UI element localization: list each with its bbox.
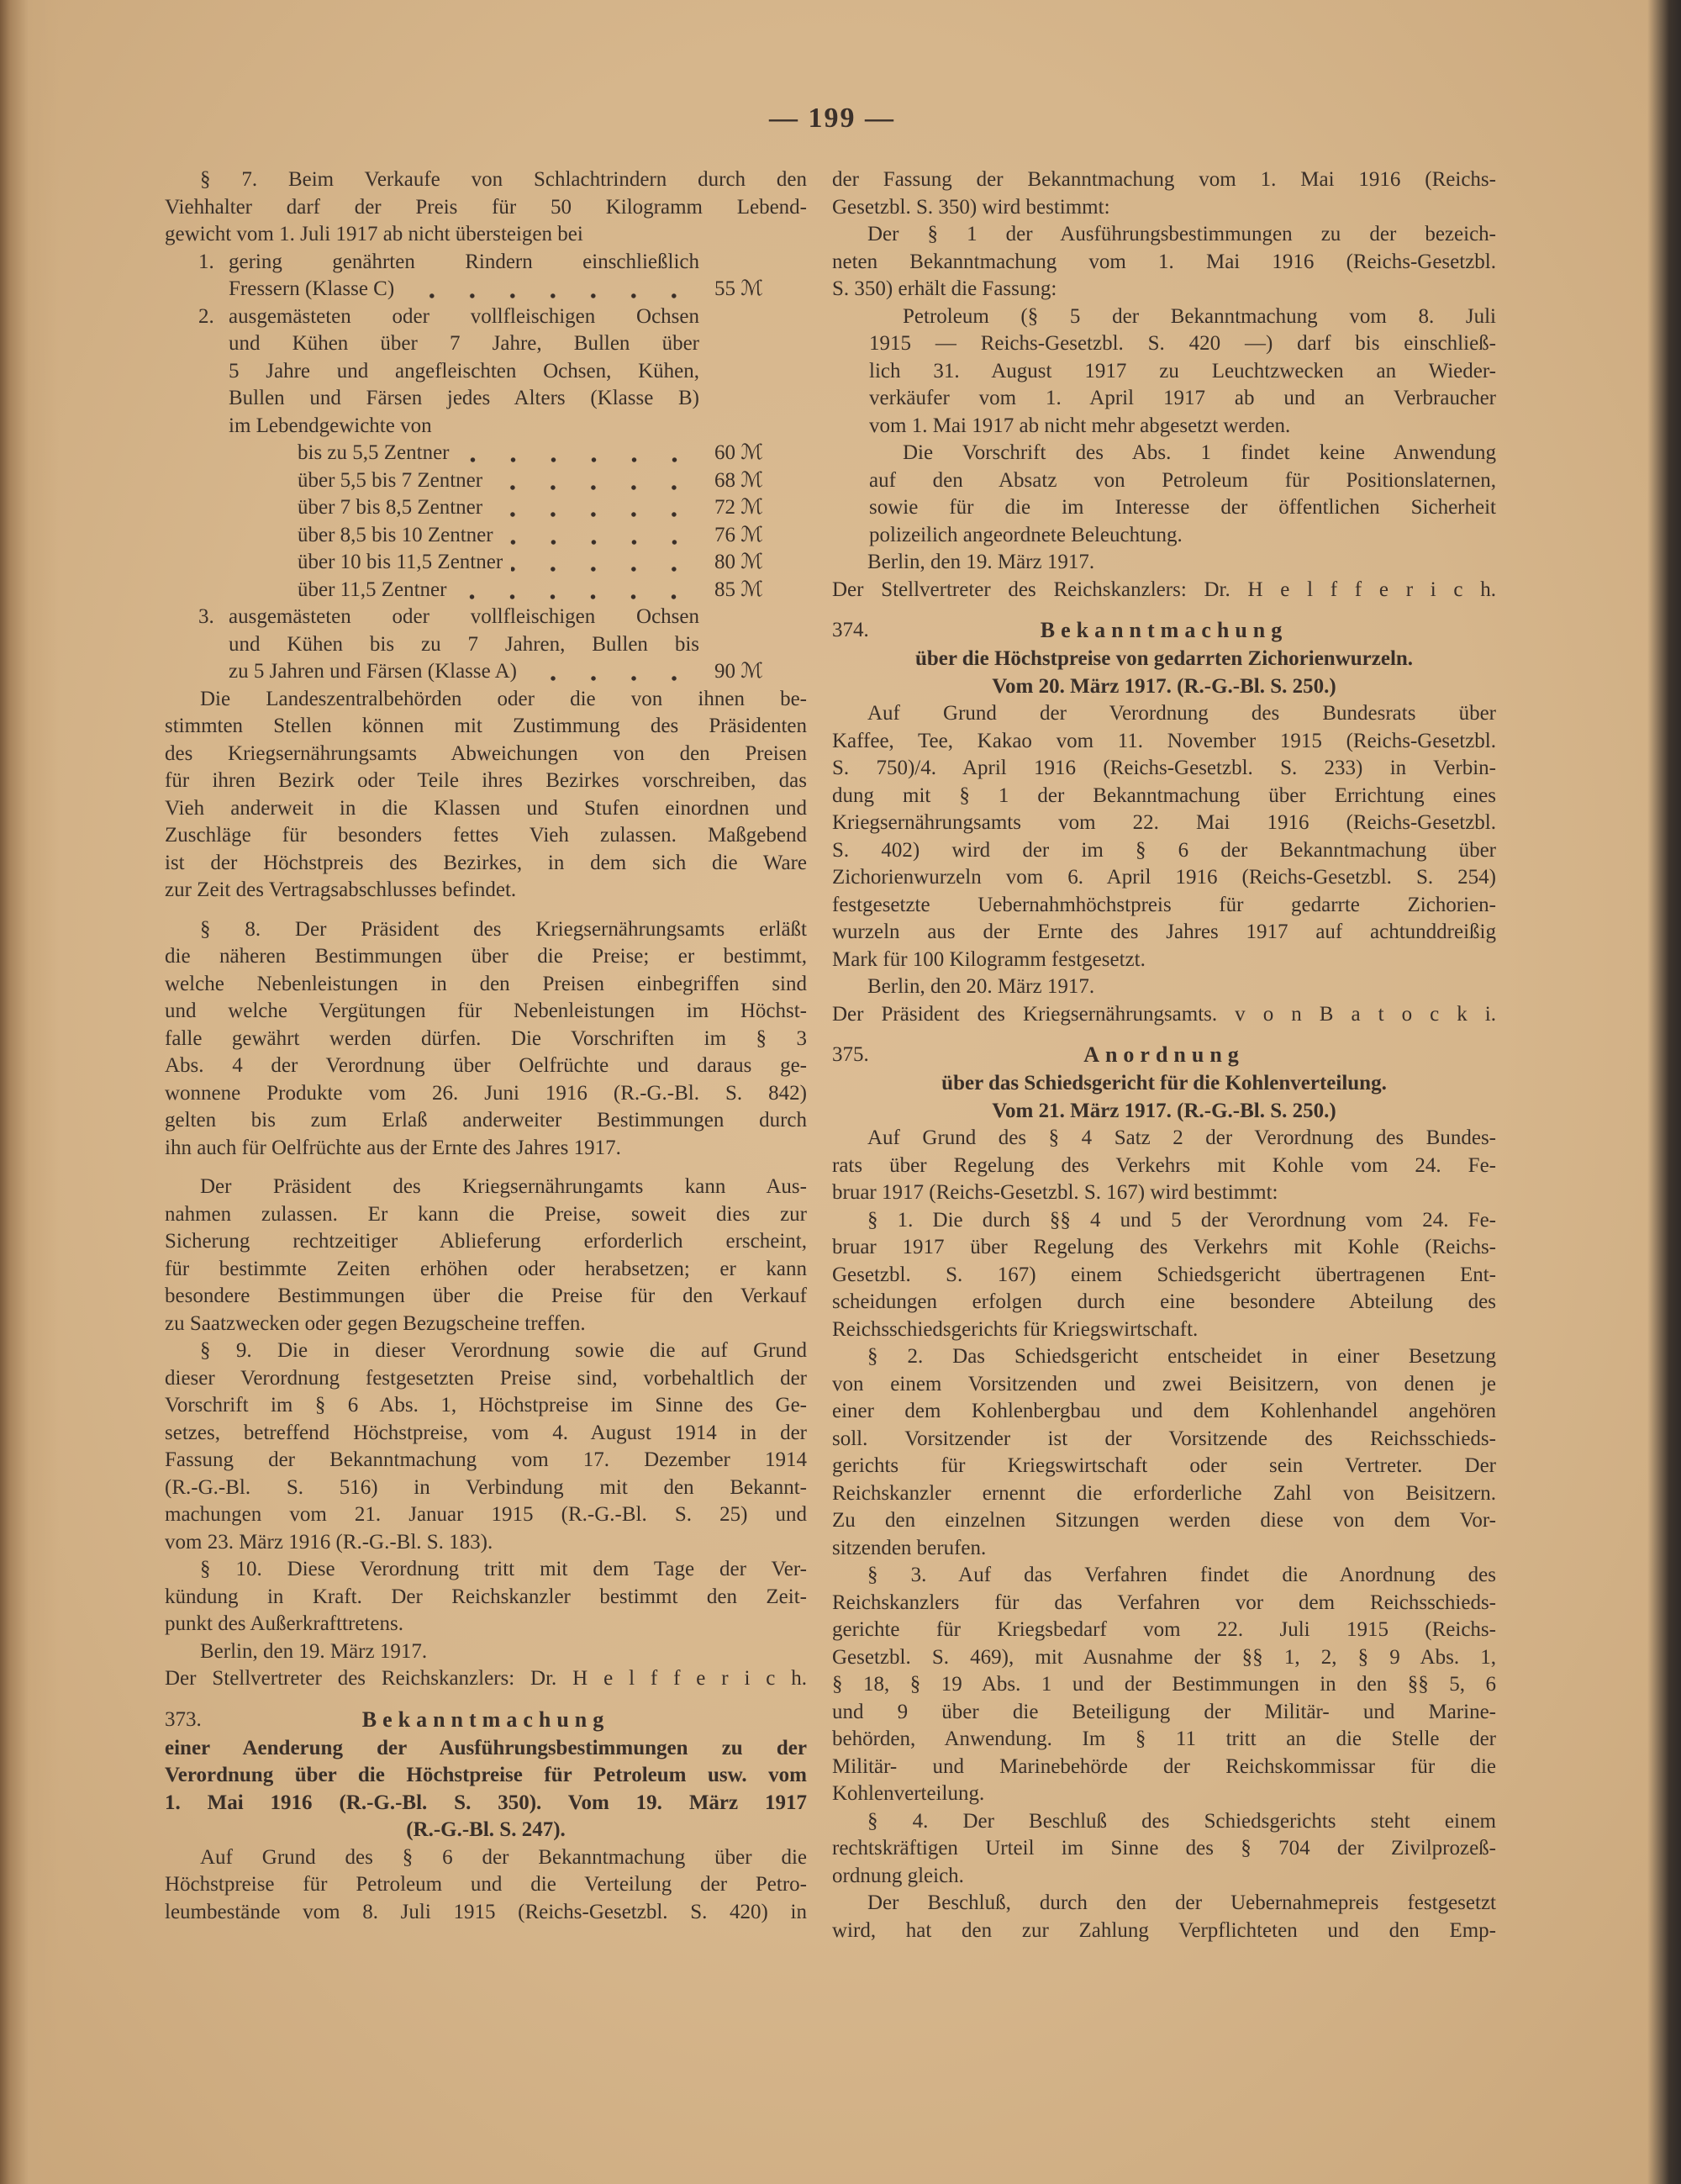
text-line: § 1. Die durch §§ 4 und 5 der Verordnung vom 24. Fe- (867, 1208, 1496, 1232)
price-value: 60 ℳ (714, 441, 763, 464)
text-line: S. 750)/4. April 1916 (Reichs-Gesetzbl. S. 233) in Verbin- (832, 757, 1496, 779)
text-line: Reichskanzler ernennt die erforderliche Zahl von Beisitzern. (832, 1481, 1496, 1505)
text-line: ausgemästeten oder vollfleischigen Ochsen (229, 304, 699, 328)
para-block (832, 1562, 1496, 1808)
quote-block (832, 440, 1496, 549)
text-line: bruar 1917 über Regelung des Verkehrs mit Kohle (Reichs- (832, 1236, 1496, 1258)
text-line: soll. Vorsitzender ist der Vorsitzende des Reichsschieds- (832, 1427, 1496, 1450)
text-line: § 7. Beim Verkaufe von Schlachtrindern durch den (200, 168, 807, 191)
text-line: Vom 20. März 1917. (R.-G.-Bl. S. 250.) (992, 674, 1336, 698)
text-line: gewicht vom 1. Juli 1917 ab nicht übersteigen bei (165, 223, 583, 245)
signature-block (832, 577, 1496, 604)
text-line: Die Vorschrift des Abs. 1 findet keine Anwendung (903, 441, 1496, 464)
text-line: S. 402) wird der im § 6 der Bekanntmachung über (832, 838, 1496, 862)
price-value: 55 ℳ (714, 277, 763, 300)
price-label: Fressern (Klasse C) (229, 277, 395, 300)
price-row (298, 440, 763, 467)
section-title: Anordnung (1083, 1042, 1245, 1067)
price-label: über 10 bis 11,5 Zentner (298, 551, 503, 573)
text-line: § 10. Diese Verordnung tritt mit dem Tage der Ver- (200, 1558, 807, 1580)
item-number: 2. (198, 304, 214, 328)
text-line: Kriegsernährungsamts vom 22. Mai 1916 (Reichs-Gesetzbl. (832, 811, 1496, 834)
text-line: im Lebendgewichte von (229, 414, 432, 437)
text-line: Zichorienwurzeln vom 6. April 1916 (Reichs-Gesetzbl. S. 254) (832, 866, 1496, 889)
text-line: Gesetzbl. S. 469), mit Ausnahme der §§ 1, 2, § 9 Abs. 1, (832, 1645, 1496, 1669)
text-line: ist der Höchstpreis des Bezirkes, in dem sich die Ware (165, 851, 807, 874)
para-block (832, 1343, 1496, 1562)
text-line: lich 31. August 1917 zu Leuchtzwecken an Wieder- (869, 359, 1496, 382)
text-line: vom 1. Mai 1917 ab nicht mehr abgesetzt werden. (869, 414, 1291, 437)
section-number: 375. (832, 1043, 869, 1066)
text-line: Gesetzbl. S. 350) wird bestimmt: (832, 195, 1110, 219)
item-number: 1. (198, 250, 214, 273)
text-line: Vieh anderweit in die Klassen und Stufen einordnen und (165, 796, 807, 820)
text-line: Der § 1 der Ausführungsbestimmungen zu der bezeich- (867, 223, 1496, 245)
text-line: kündung in Kraft. Der Reichskanzler bestimmt den Zeit- (165, 1585, 807, 1608)
text-line: Vom 21. März 1917. (R.-G.-Bl. S. 250.) (992, 1099, 1336, 1122)
text-line: § 2. Das Schiedsgericht entscheidet in einer Besetzung (867, 1345, 1496, 1368)
text-line: 1. Mai 1916 (R.-G.-Bl. S. 350). Vom 19. März 1917 (165, 1791, 807, 1814)
text-line: von einem Vorsitzenden und zwei Beisitzern, von denen je (832, 1372, 1496, 1395)
text-line: vom 23. März 1916 (R.-G.-Bl. S. 183). (165, 1530, 493, 1554)
para-block (832, 700, 1496, 973)
text-line: rats über Regelung des Verkehrs mit Kohle vom 24. Fe- (832, 1153, 1496, 1177)
text-line: gerichte für Kriegsbedarf vom 22. Juli 1915 (Reichs- (832, 1618, 1496, 1641)
para-block (832, 221, 1496, 303)
para-block (832, 166, 1496, 221)
section-title: Bekanntmachung (1040, 618, 1288, 642)
heading-block (832, 615, 1496, 646)
price-value: 85 ℳ (714, 578, 763, 601)
text-line: Der Beschluß, durch den der Uebernahmepreis festgesetzt (867, 1891, 1496, 1914)
text-line: ausgemästeten oder vollfleischigen Ochsen (229, 605, 699, 628)
text-line: und welche Vergütungen für Nebenleistungen im Höchst- (165, 1000, 807, 1022)
price-value: 80 ℳ (714, 551, 763, 573)
section-number: 374. (832, 619, 869, 641)
text-line: über die Höchstpreise von gedarrten Zichorienwurzeln. (914, 647, 1414, 670)
dot-leader (491, 485, 694, 490)
text-line: punkt des Außerkrafttretens. (165, 1612, 403, 1635)
text-line: welche Nebenleistungen in den Preisen einbegriffen sind (165, 972, 807, 995)
page-number: — 199 — (769, 103, 895, 134)
text-line: Reichsschiedsgerichts für Kriegswirtschaft. (832, 1317, 1199, 1341)
text-line: 5 Jahre und angefleischten Ochsen, Kühen, (229, 359, 699, 382)
item-block (165, 249, 807, 303)
para-block (832, 1207, 1496, 1344)
text-line: bruar 1917 (Reichs-Gesetzbl. S. 167) wird bestimmt: (832, 1181, 1278, 1204)
text-line: machungen vom 21. Januar 1915 (R.-G.-Bl. S. 25) und (165, 1503, 807, 1526)
left-text-column (165, 166, 807, 1926)
text-line: gelten bis zum Erlaß anderweiter Bestimmungen durch (165, 1109, 807, 1132)
price-row (298, 467, 763, 495)
text-line: ordnung gleich. (832, 1864, 964, 1887)
dot-leader (458, 457, 694, 462)
text-line: sitzenden berufen. (832, 1536, 987, 1559)
text-line: und Kühen bis zu 7 Jahren, Bullen bis (229, 632, 699, 656)
text-line: Berlin, den 20. März 1917. (867, 975, 1095, 998)
subtitle-block (832, 1070, 1496, 1125)
text-line: Die Landeszentralbehörden oder die von ihnen be- (200, 687, 807, 710)
text-line: verkäufer vom 1. April 1917 ab und an Verbraucher (869, 387, 1496, 409)
signature-block (165, 1665, 807, 1693)
text-line: 1915 — Reichs-Gesetzbl. S. 420 —) darf bis einschließ- (869, 332, 1496, 355)
para-block (832, 1808, 1496, 1891)
para-block (165, 1556, 807, 1638)
text-line: § 18, § 19 Abs. 1 und der Bestimmungen in den §§ 5, 6 (832, 1673, 1496, 1696)
text-line: § 9. Die in dieser Verordnung sowie die auf Grund (200, 1339, 807, 1362)
para-block (165, 166, 807, 249)
para-block (165, 916, 807, 1163)
text-line: Zuschläge für besonders fettes Vieh zulassen. Maßgebend (165, 824, 807, 847)
para-block (165, 1337, 807, 1556)
text-line: besondere Bestimmungen über die Preise für den Verkauf (165, 1285, 807, 1307)
price-row (298, 577, 763, 604)
dot-leader (403, 293, 694, 298)
text-line: Kaffee, Tee, Kakao vom 11. November 1915 (Reichs-Gesetzbl. (832, 729, 1496, 752)
text-line: Zu den einzelnen Sitzungen werden diese von dem Vor- (832, 1509, 1496, 1532)
price-value: 90 ℳ (714, 660, 763, 683)
text-line: § 3. Auf das Verfahren findet die Anordnung des (867, 1564, 1496, 1586)
text-line: der Fassung der Bekanntmachung vom 1. Mai 1916 (Reichs- (832, 168, 1496, 191)
text-line: die näheren Bestimmungen über die Preise; er bestimmt, (165, 945, 807, 968)
text-line: auf den Absatz von Petroleum für Positionslaternen, (869, 468, 1496, 492)
text-line: rechtskräftigen Urteil im Sinne des § 704 der Zivilprozeß- (832, 1837, 1496, 1860)
text-line: einer Aenderung der Ausführungsbestimmungen zu der (165, 1736, 807, 1759)
text-line: Mark für 100 Kilogramm festgesetzt. (832, 947, 1146, 971)
text-line: Militär- und Marinebehörde der Reichskommissar für die (832, 1754, 1496, 1778)
text-line: des Kriegsernährungsamts Abweichungen von den Preisen (165, 741, 807, 765)
price-value: 72 ℳ (714, 496, 763, 519)
text-line: stimmten Stellen können mit Zustimmung des Präsidenten (165, 715, 807, 737)
text-line: für bestimmte Zeiten erhöhen oder herabsetzen; er kann (165, 1257, 807, 1280)
item-block (165, 303, 807, 604)
text-line: Höchstpreise für Petroleum und die Verteilung der Petro- (165, 1873, 807, 1896)
price-value: 76 ℳ (714, 523, 763, 546)
text-line: zu Saatzwecken oder gegen Bezugscheine treffen. (165, 1311, 586, 1335)
heading-block (832, 1040, 1496, 1070)
para-block (165, 1174, 807, 1337)
item-number: 3. (198, 605, 214, 628)
title-para-block (165, 1735, 807, 1844)
text-line: einer dem Kohlenbergbau und dem Kohlenhandel angehören (832, 1400, 1496, 1422)
signature-block (832, 1001, 1496, 1029)
text-line: wird, hat den zur Zahlung Verpflichteten und den Emp- (832, 1918, 1496, 1942)
right-text-column (832, 166, 1496, 1944)
text-line: § 4. Der Beschluß des Schiedsgerichts steht einem (867, 1809, 1496, 1833)
text-line: Kohlenverteilung. (832, 1782, 985, 1805)
price-table (229, 440, 763, 604)
text-line: Reichskanzlers für das Verfahren vor dem Reichsschieds- (832, 1591, 1496, 1614)
date-block (832, 549, 1496, 577)
text-line: gerichts für Kriegswirtschaft oder sein Vertreter. Der (832, 1454, 1496, 1477)
section-title: Bekanntmachung (361, 1707, 610, 1732)
price-row (298, 494, 763, 522)
text-line: Abs. 4 der Verordnung über Oelfrüchte und daraus ge- (165, 1054, 807, 1077)
text-line: neten Bekanntmachung vom 1. Mai 1916 (Reichs-Gesetzbl. (832, 250, 1496, 273)
item-block (165, 604, 807, 686)
dot-leader (511, 567, 694, 572)
price-row (298, 522, 763, 550)
text-line: sowie für die im Interesse der öffentlichen Sicherheit (869, 496, 1496, 519)
text-line: ihn auch für Oelfrüchte aus der Ernte des Jahres 1917. (165, 1136, 621, 1159)
price-row (229, 276, 763, 303)
text-line: gering genährten Rindern einschließlich (229, 250, 699, 273)
text-line: setzes, betreffend Höchstpreise, vom 4. August 1914 in der (165, 1421, 807, 1444)
text-line: Der Präsident des Kriegsernährungamts kann Aus- (200, 1175, 807, 1198)
para-block (165, 1844, 807, 1927)
text-line: Der Stellvertreter des Reichskanzlers: Dr. H e l f f e r i c h. (832, 578, 1496, 601)
section-number: 373. (165, 1707, 202, 1731)
date-block (832, 973, 1496, 1001)
heading-block (165, 1705, 807, 1735)
text-line: festgesetzte Uebernahmhöchstpreis für gedarrte Zichorien- (832, 893, 1496, 916)
text-line: Der Präsident des Kriegsernährungsamts. v o n B a t o c k i. (832, 1002, 1496, 1026)
price-label: über 5,5 bis 7 Zentner (298, 468, 483, 492)
text-line: falle gewährt werden dürfen. Die Vorschriften im § 3 (165, 1026, 807, 1050)
text-line: wurzeln aus der Ernte des Jahres 1917 auf achtunddreißig (832, 921, 1496, 943)
para-block (832, 1125, 1496, 1207)
para-block (165, 686, 807, 905)
price-label: über 7 bis 8,5 Zentner (298, 496, 483, 519)
text-line: dung mit § 1 der Bekanntmachung über Errichtung eines (832, 783, 1496, 807)
date-block (165, 1638, 807, 1666)
price-label: zu 5 Jahren und Färsen (Klasse A) (229, 660, 517, 683)
text-line: scheidungen erfolgen durch eine besondere Abteilung des (832, 1290, 1496, 1313)
text-line: (R.-G.-Bl. S. 516) in Verbindung mit den Bekannt- (165, 1475, 807, 1499)
price-value: 68 ℳ (714, 468, 763, 492)
text-line: Vorschrift im § 6 Abs. 1, Höchstpreise im Sinne des Ge- (165, 1394, 807, 1416)
price-row (229, 658, 763, 686)
text-line: § 8. Der Präsident des Kriegsernährungsamts erläßt (200, 917, 807, 941)
text-line: zur Zeit des Vertragsabschlusses befindet. (165, 878, 517, 901)
price-label: über 11,5 Zentner (298, 578, 447, 601)
text-line: für ihren Bezirk oder Teile ihres Bezirkes vorschreiben, das (165, 769, 807, 792)
para-block (832, 1890, 1496, 1944)
text-line: Gesetzbl. S. 167) einem Schiedsgericht übertragenen Ent- (832, 1263, 1496, 1286)
dot-leader (525, 676, 694, 681)
text-line: über das Schiedsgericht für die Kohlenverteilung. (941, 1072, 1387, 1095)
text-line: behörden, Anwendung. Im § 11 tritt an die Stelle der (832, 1728, 1496, 1750)
text-line: wonnene Produkte vom 26. Juni 1916 (R.-G.-Bl. S. 842) (165, 1081, 807, 1105)
text-line: polizeilich angeordnete Beleuchtung. (869, 523, 1183, 546)
text-line: Auf Grund des § 6 der Bekanntmachung über die (200, 1845, 807, 1869)
text-line: und Kühen über 7 Jahre, Bullen über (229, 332, 699, 355)
subtitle-block (832, 646, 1496, 700)
price-row (298, 549, 763, 577)
dot-leader (455, 594, 694, 599)
text-line: Sicherung rechtzeitiger Ablieferung erforderlich erscheint, (165, 1230, 807, 1253)
text-line: Bullen und Färsen jedes Alters (Klasse B) (229, 387, 699, 409)
text-line: Berlin, den 19. März 1917. (867, 551, 1095, 573)
dot-leader (502, 540, 694, 545)
quote-block (832, 303, 1496, 440)
text-line: Der Stellvertreter des Reichskanzlers: Dr. H e l f f e r i c h. (165, 1667, 807, 1690)
text-line: nahmen zulassen. Er kann die Preise, soweit dies zur (165, 1202, 807, 1226)
text-line: Auf Grund der Verordnung des Bundesrats über (867, 702, 1496, 725)
text-line: (R.-G.-Bl. S. 247). (406, 1818, 566, 1841)
text-line: Verordnung über die Höchstpreise für Petroleum usw. vom (165, 1764, 807, 1786)
text-line: Petroleum (§ 5 der Bekanntmachung vom 8. Juli (903, 304, 1496, 328)
price-label: bis zu 5,5 Zentner (298, 441, 450, 464)
text-line: Fassung der Bekanntmachung vom 17. Dezember 1914 (165, 1448, 807, 1471)
text-line: leumbestände vom 8. Juli 1915 (Reichs-Gesetzbl. S. 420) in (165, 1900, 807, 1923)
text-line: Berlin, den 19. März 1917. (200, 1639, 428, 1663)
text-line: Auf Grund des § 4 Satz 2 der Verordnung des Bundes- (867, 1126, 1496, 1149)
dot-leader (491, 512, 694, 517)
text-line: S. 350) erhält die Fassung: (832, 277, 1057, 300)
text-line: dieser Verordnung festgesetzten Preise sind, vorbehaltlich der (165, 1366, 807, 1390)
price-label: über 8,5 bis 10 Zentner (298, 523, 493, 546)
text-line: und 9 über die Beteiligung der Militär- und Marine- (832, 1700, 1496, 1723)
text-line: Viehhalter darf der Preis für 50 Kilogramm Lebend- (165, 195, 807, 219)
